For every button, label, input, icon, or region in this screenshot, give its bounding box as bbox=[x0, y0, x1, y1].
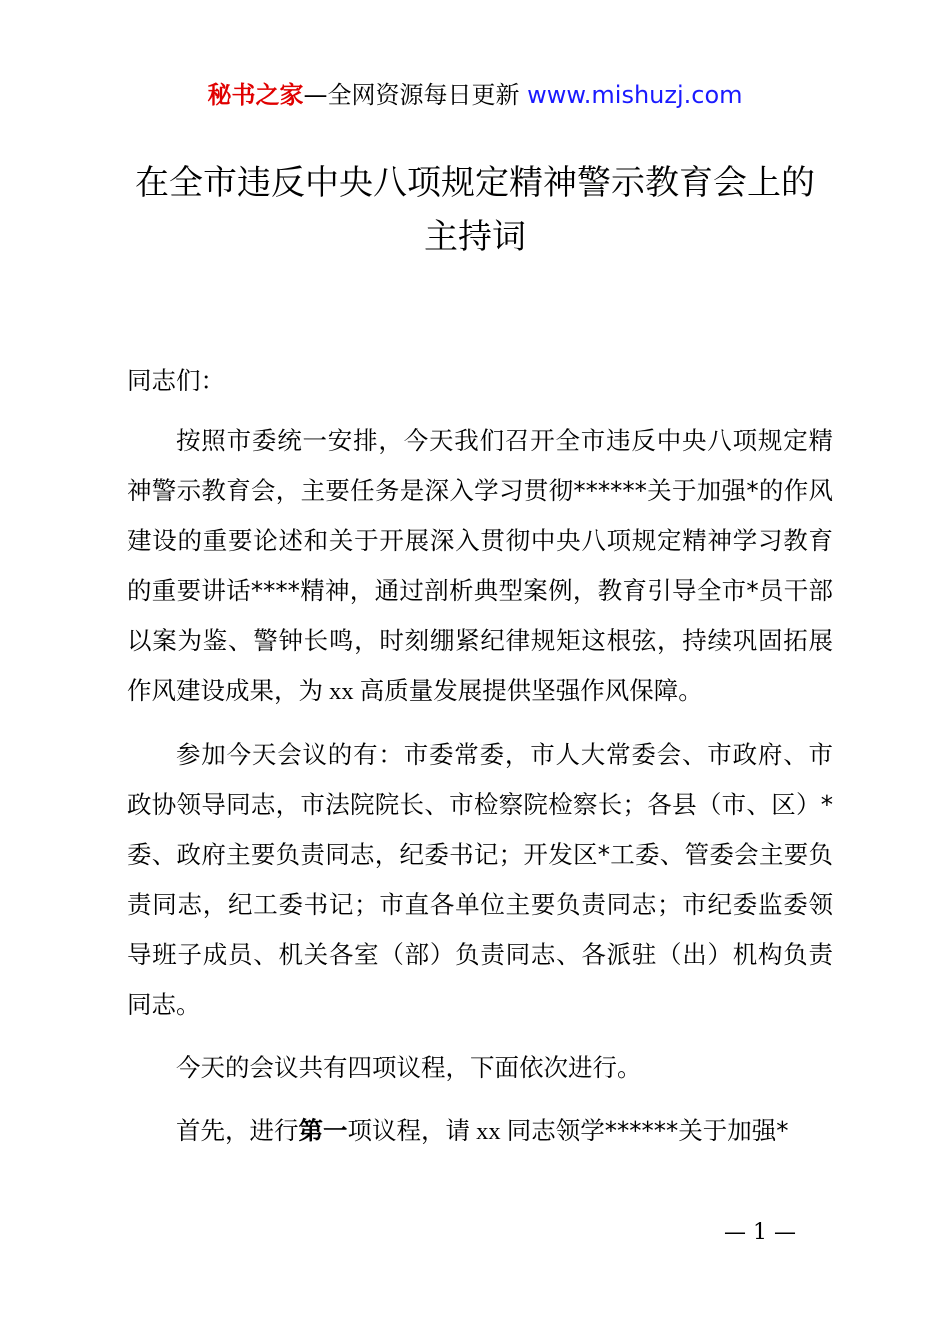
paragraph-3: 今天的会议共有四项议程，下面依次进行。 bbox=[176, 1053, 642, 1082]
paragraph-1-text-b: 高质量发展提供坚强作风保障。 bbox=[359, 676, 703, 705]
salutation: 同志们： bbox=[127, 366, 225, 395]
paragraph-4-text-a: 首先，进行 bbox=[176, 1116, 299, 1145]
paragraph-1-text-a: 按照市委统一安排，今天我们召开全市违反中央八项规定精神警示教育会，主要任务是深入学习贯彻******关于加强*的作风建设的重要论述和关于开展深入贯彻中央八项规定精神学习教育的重要讲话****精神，通过剖析典型案例，教育引导全市*员干部以案为鉴、警钟长鸣，时刻绷紧纪律规矩这根弦，持续巩固拓展作风建设成果，为 bbox=[127, 426, 833, 705]
paragraph-1 bbox=[127, 416, 833, 717]
paragraph-1-xx: xx bbox=[323, 678, 360, 705]
document-title-line-1: 在全市违反中央八项规定精神警示教育会上的 bbox=[135, 163, 815, 203]
header-brand: 秘书之家 bbox=[207, 81, 304, 109]
paragraph-4-bold: 第一 bbox=[298, 1116, 348, 1145]
header-banner bbox=[0, 78, 950, 112]
document-body bbox=[127, 356, 833, 1170]
document-title-line-2: 主持词 bbox=[424, 217, 526, 257]
paragraph-4-xx: xx bbox=[470, 1118, 507, 1145]
header-url[interactable]: www.mishuzj.com bbox=[527, 81, 743, 109]
paragraph-4 bbox=[127, 1106, 833, 1157]
paragraph-4-text-b: 项议程，请 bbox=[347, 1116, 470, 1145]
header-slogan: —全网资源每日更新 bbox=[303, 81, 528, 109]
document-title bbox=[0, 156, 950, 264]
paragraph-4-text-c: 同志领学******关于加强* bbox=[506, 1116, 789, 1145]
paragraph-2: 参加今天会议的有：市委常委，市人大常委会、市政府、市政协领导同志，市法院院长、市检察院检察长；各县（市、区）*委、政府主要负责同志，纪委书记；开发区*工委、管委会主要负责同志，纪工委书记；市直各单位主要负责同志；市纪委监委领导班子成员、机关各室（部）负责同志、各派驻（出）机构负责同志。 bbox=[127, 740, 833, 1019]
page-number: — 1 — bbox=[724, 1220, 796, 1245]
